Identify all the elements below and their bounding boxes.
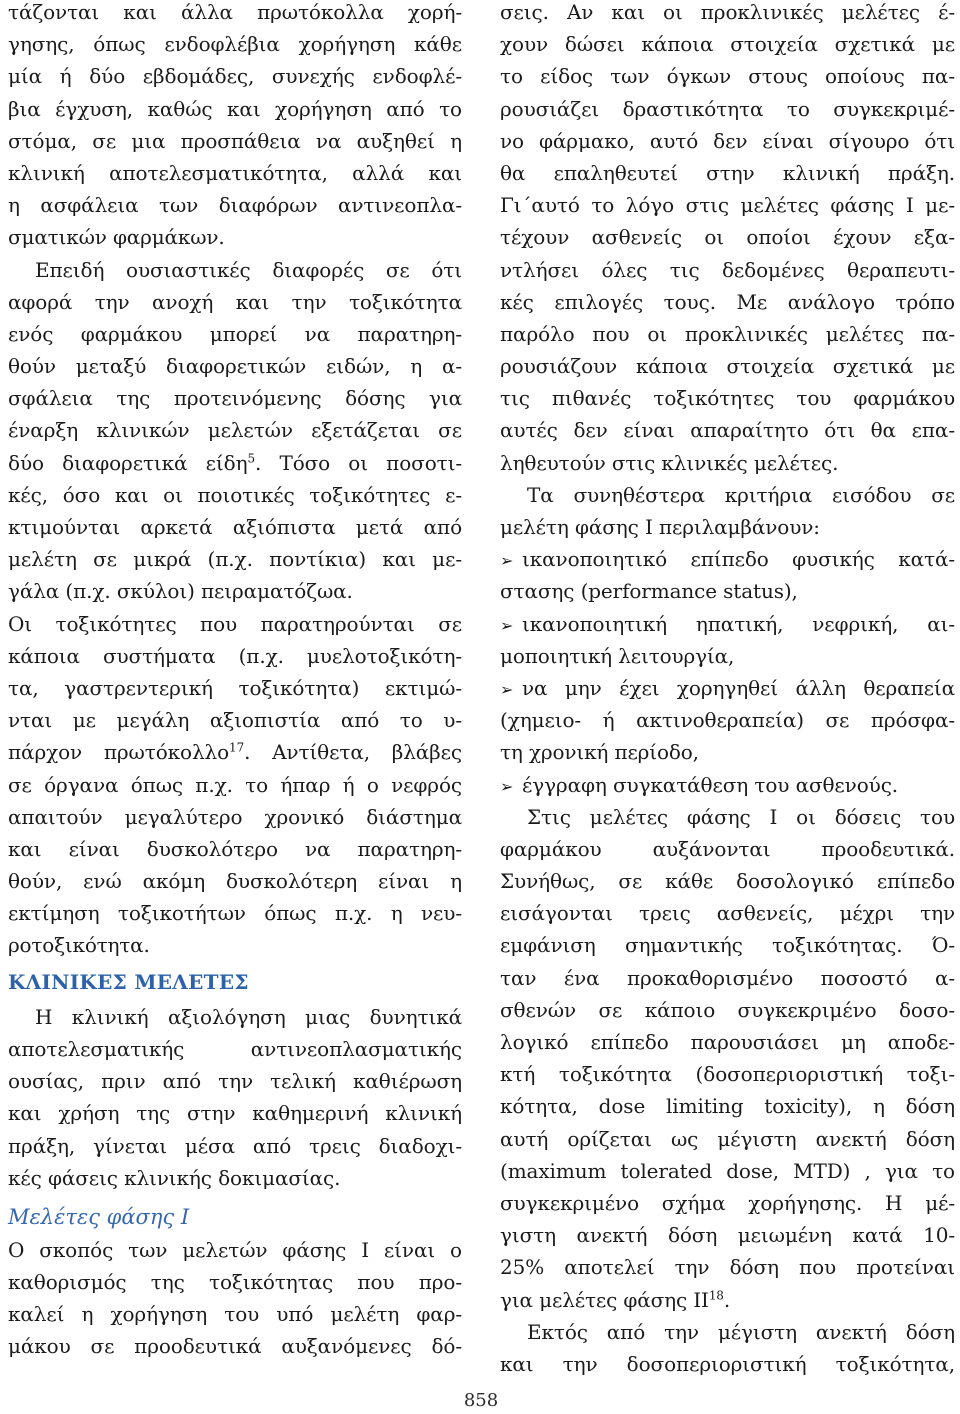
text-line: ενός φαρμάκου μπορεί να παρατηρη-	[8, 321, 462, 346]
text-line: και χρήση της στην καθημερινή κλινική	[8, 1101, 462, 1126]
text-line: καθορισμός της τοξικότητας που προ-	[8, 1269, 462, 1294]
text-line: αυτές δεν είναι απαραίτητο ότι θα επα-	[500, 418, 955, 443]
paragraph	[500, 479, 955, 543]
text-line: γησης, όπως ενδοφλέβια χορήγηση κάθε	[8, 32, 462, 57]
text-line: στόμα, σε μια προσπάθεια να αυξηθεί η	[8, 128, 462, 153]
arrow-bullet-icon	[500, 769, 522, 801]
text-line: γάλα (π.χ. σκύλοι) πειραματόζωα.	[8, 579, 353, 604]
text-line: θα επαληθευτεί στην κλινική πράξη.	[500, 160, 955, 185]
text-line: πράξη, γίνεται μέσα από τρεις διαδοχι-	[8, 1133, 462, 1158]
page-number: 858	[463, 1390, 499, 1411]
text-line: ουσίας, πριν από την τελική καθιέρωση	[8, 1069, 462, 1094]
text-line: γιστη ανεκτή δόση μειωμένη κατά 10-	[500, 1223, 955, 1248]
criterion-text: να μην έχει χορηγηθεί άλλη θεραπεία	[522, 675, 955, 700]
criteria-item	[500, 769, 955, 801]
paragraph	[8, 0, 462, 254]
text-line: αποτελεσματικής αντινεοπλασματικής	[8, 1037, 462, 1061]
text-line: σθενών σε κάποιο συγκεκριμένο δοσο-	[500, 997, 955, 1022]
criterion-text: έγγραφη συγκατάθεση του ασθενούς.	[522, 772, 899, 797]
text-line: αυτή ορίζεται ως μέγιστη ανεκτή δόση	[500, 1126, 955, 1151]
text-line: κές επιλογές τους. Με ανάλογο τρόπο	[500, 289, 955, 314]
text-segment: για μελέτες φάσης ΙΙ	[500, 1287, 709, 1312]
footnote-ref: 18	[708, 1287, 724, 1302]
text-line: βια έγχυση, καθώς και χορήγηση από το	[8, 96, 462, 121]
text-line: Στις μελέτες φάσης Ι οι δόσεις του	[527, 804, 955, 829]
arrow-bullet-icon	[500, 608, 522, 640]
footnote-ref: 17	[229, 740, 245, 755]
text-line: μοποιητική λειτουργία,	[500, 643, 735, 668]
paragraph	[500, 1316, 955, 1380]
text-line: μία ή δύο εβδομάδες, συνεχής ενδοφλέ-	[8, 64, 462, 89]
text-line: αφορά την ανοχή και την τοξικότητα	[8, 289, 462, 314]
subsection-heading: Μελέτες φάσης Ι	[8, 1205, 190, 1230]
text-segment: . Αντίθετα, βλάβες	[244, 740, 462, 765]
text-line: ταν ένα προκαθορισμένο ποσοστό α-	[500, 965, 955, 990]
text-line: η ασφάλεια των διαφόρων αντινεοπλα-	[8, 193, 462, 218]
text-line: κλινική αποτελεσματικότητα, αλλά και	[8, 160, 462, 185]
text-line: κές, όσο και οι ποιοτικές τοξικότητες ε-	[8, 482, 462, 507]
text-line: τάζονται και άλλα πρωτόκολλα χορή-	[8, 0, 462, 24]
text-line: στασης (performance status),	[500, 579, 798, 604]
text-line: καλεί η χορήγηση του υπό μελέτη φαρ-	[8, 1302, 462, 1326]
paragraph	[8, 1001, 462, 1194]
criteria-item	[500, 543, 955, 607]
text-line: κτή τοξικότητα (δοσοπεριοριστική τοξι-	[500, 1062, 955, 1087]
text-line: σφάλεια της προτεινόμενης δόσης για	[8, 386, 462, 411]
criteria-item	[500, 608, 955, 672]
text-line: Τα συνηθέστερα κριτήρια εισόδου σε	[527, 482, 955, 507]
arrow-bullet-icon	[500, 543, 522, 575]
paragraph	[8, 254, 462, 608]
text-line: ρουσιάζει δραστικότητα το συγκεκριμέ-	[500, 96, 955, 121]
text-line: ληθευτούν στις κλινικές μελέτες.	[500, 450, 839, 475]
text-line: και είναι δυσκολότερο να παρατηρη-	[8, 836, 462, 861]
text-line: το είδος των όγκων στους οποίους πα-	[500, 64, 955, 89]
text-line: τις πιθανές τοξικότητες του φαρμάκου	[500, 386, 955, 411]
text-line	[8, 447, 462, 479]
left-column	[8, 0, 462, 1362]
criteria-list	[500, 543, 955, 801]
text-line: παρόλο που οι προκλινικές μελέτες πα-	[500, 321, 955, 346]
text-line: ροτοξικότητα.	[8, 933, 150, 958]
text-line	[500, 608, 955, 640]
text-line: σεις. Αν και οι προκλινικές μελέτες έ-	[500, 0, 955, 24]
text-line: τη χρονική περίοδο,	[500, 740, 699, 765]
text-line: χουν δώσει κάποια στοιχεία σχετικά με	[500, 32, 955, 57]
text-line: Συνήθως, σε κάθε δοσολογικό επίπεδο	[500, 869, 955, 894]
text-segment: .	[723, 1287, 731, 1312]
text-segment: δύο διαφορετικά είδη	[8, 450, 248, 475]
text-line: θούν μεταξύ διαφορετικών ειδών, η α-	[8, 354, 462, 379]
text-line: θούν, ενώ ακόμη δυσκολότερη είναι η	[8, 869, 462, 894]
text-line: (maximum tolerated dose, MTD) , για το	[500, 1158, 955, 1183]
criterion-text: ικανοποιητική ηπατική, νεφρική, αι-	[522, 611, 955, 636]
text-line: Η κλινική αξιολόγηση μιας δυνητικά	[35, 1004, 462, 1029]
text-line: Επειδή ουσιαστικές διαφορές σε ότι	[35, 257, 462, 282]
text-line: νται με μεγάλη αξιοπιστία από το υ-	[8, 708, 462, 733]
text-line: Οι τοξικότητες που παρατηρούνται σε	[8, 611, 462, 636]
text-line: μάκου σε προοδευτικά αυξανόμενες δό-	[8, 1334, 462, 1359]
text-line: τα, γαστρεντερική τοξικότητα) εκτιμώ-	[8, 675, 462, 700]
text-line: απαιτούν μεγαλύτερο χρονικό διάστημα	[8, 804, 462, 829]
criterion-text: ικανοποιητικό επίπεδο φυσικής κατά-	[522, 547, 955, 572]
text-line: Γι΄αυτό το λόγο στις μελέτες φάσης Ι με-	[500, 193, 955, 218]
text-line: νο φάρμακο, αυτό δεν είναι σίγουρο ότι	[500, 128, 955, 153]
text-line: εκτίμηση τοξικοτήτων όπως π.χ. η νευ-	[8, 901, 462, 926]
text-line: σε όργανα όπως π.χ. το ήπαρ ή ο νεφρός	[8, 772, 462, 797]
text-line: ρουσιάζουν κάποια στοιχεία σχετικά με	[500, 354, 955, 379]
paragraph	[8, 608, 462, 962]
text-line: Ο σκοπός των μελετών φάσης Ι είναι ο	[8, 1237, 462, 1262]
text-line: σματικών φαρμάκων.	[8, 225, 225, 250]
text-line: 25% αποτελεί την δόση που προτείναι	[500, 1255, 955, 1280]
arrow-bullet-icon	[500, 672, 522, 704]
text-line: κάποια συστήματα (π.χ. μυελοτοξικότη-	[8, 643, 462, 668]
criteria-item	[500, 672, 955, 769]
text-segment: . Τόσο οι ποσοτι-	[255, 450, 462, 475]
right-column	[500, 0, 955, 1380]
paragraph	[500, 801, 955, 1316]
paragraph	[8, 1234, 462, 1363]
text-line: κότητα, dose limiting toxicity), η δόση	[500, 1094, 955, 1119]
text-line: εισάγονται τρεις ασθενείς, μέχρι την	[500, 901, 955, 926]
footnote-ref: 5	[247, 450, 256, 465]
text-line: μελέτη φάσης Ι περιλαμβάνουν:	[500, 515, 820, 539]
text-line	[8, 736, 462, 768]
text-line: λογικό επίπεδο παρουσιάσει μη αποδε-	[500, 1030, 955, 1054]
text-line	[500, 543, 955, 575]
text-line: κτιμούνται αρκετά αξιόπιστα μετά από	[8, 515, 462, 539]
text-line: έναρξη κλινικών μελετών εξετάζεται σε	[8, 418, 462, 443]
text-line: ντλήσει όλες τις δεδομένες θεραπευτι-	[500, 257, 955, 282]
text-line: κές φάσεις κλινικής δοκιμασίας.	[8, 1165, 341, 1190]
text-line	[500, 1284, 955, 1316]
text-line: φαρμάκου αυξάνονται προοδευτικά.	[500, 836, 955, 861]
text-line: και την δοσοπεριοριστική τοξικότητα,	[500, 1351, 955, 1376]
text-line	[500, 672, 955, 704]
text-line	[500, 769, 955, 801]
text-line: τέχουν ασθενείς οι οποίοι έχουν εξα-	[500, 225, 955, 250]
text-line: εμφάνιση σημαντικής τοξικότητας. Ό-	[500, 933, 955, 958]
text-line: συγκεκριμένο σχήμα χορήγησης. Η μέ-	[500, 1190, 955, 1215]
text-line: (χημειο- ή ακτινοθεραπεία) σε πρόσφα-	[500, 708, 955, 733]
section-heading: ΚΛΙΝΙΚΕΣ ΜΕΛΕΤΕΣ	[8, 969, 249, 994]
text-segment: πάρχον πρωτόκολλο	[8, 740, 230, 765]
paragraph	[500, 0, 955, 479]
text-line: Εκτός από την μέγιστη ανεκτή δόση	[527, 1319, 955, 1344]
text-line: μελέτη σε μικρά (π.χ. ποντίκια) και με-	[8, 547, 462, 572]
